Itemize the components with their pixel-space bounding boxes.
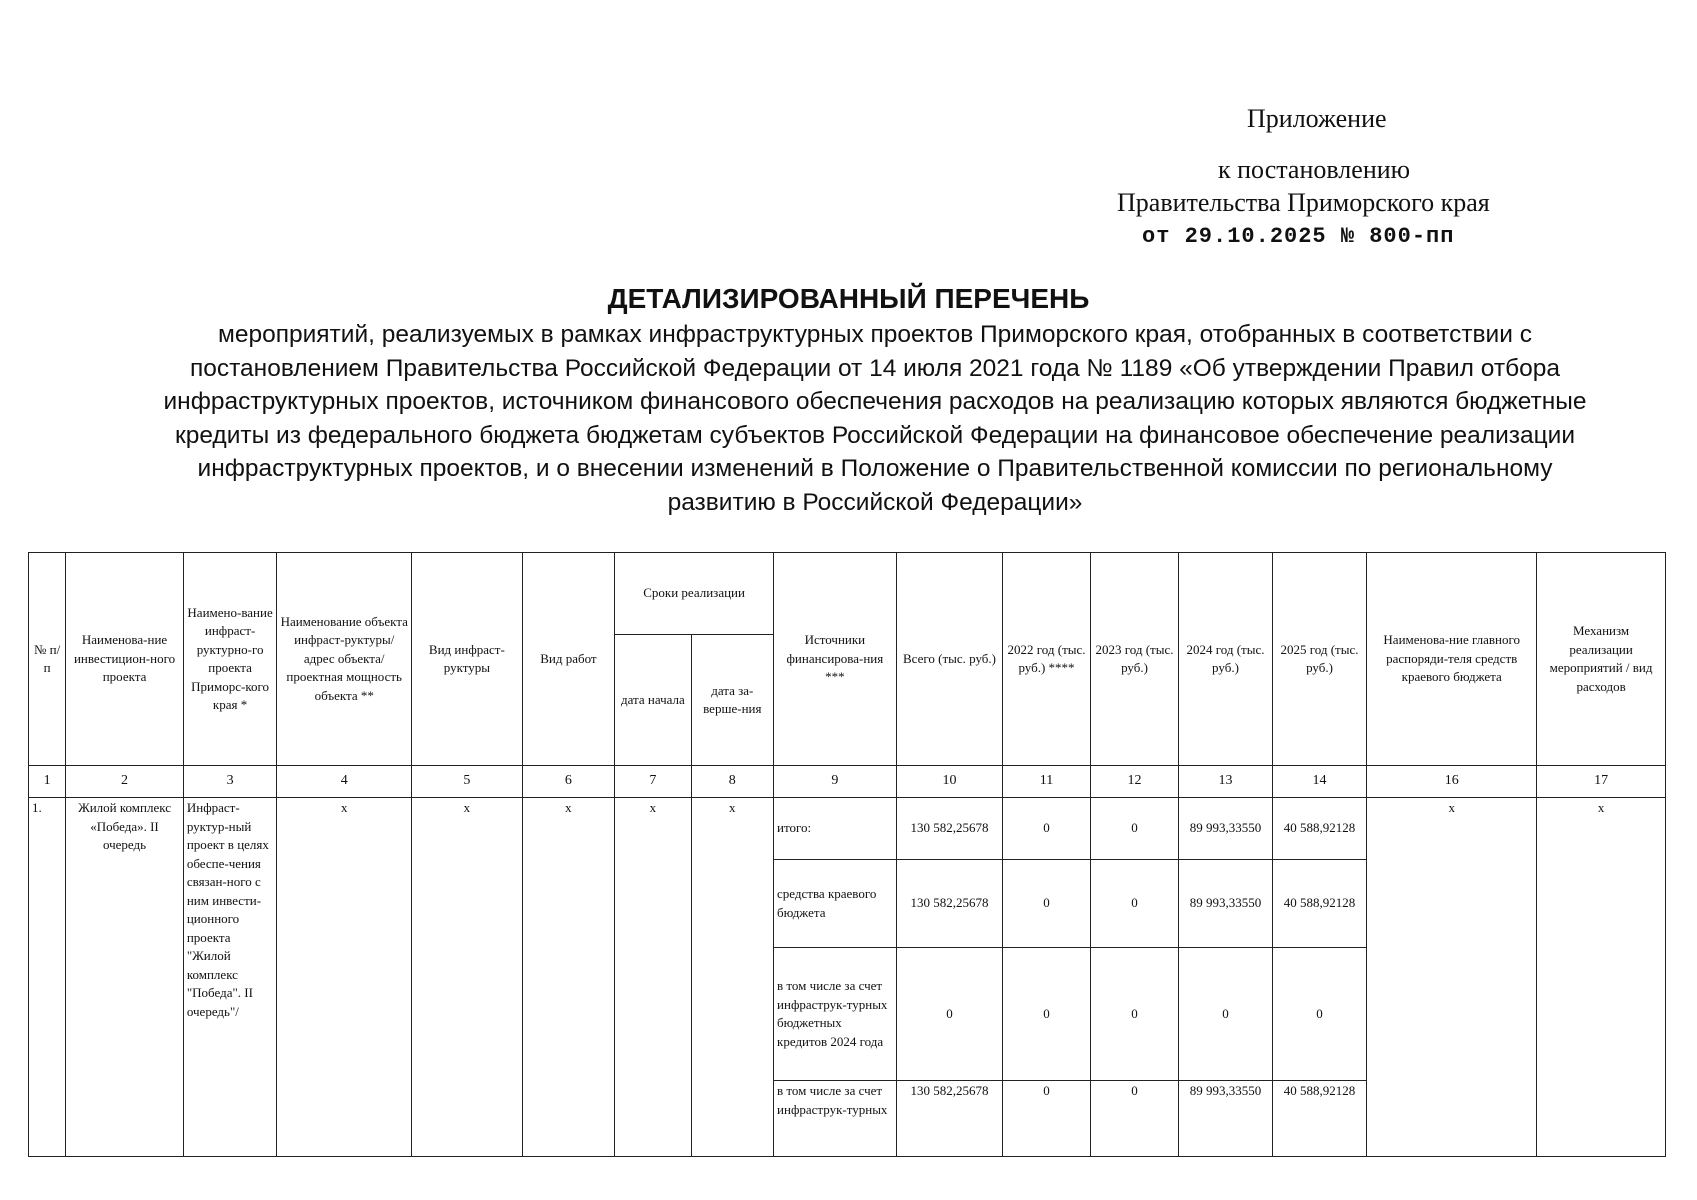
funding-source: итого: xyxy=(774,798,897,860)
funding-2025: 40 588,92128 xyxy=(1272,798,1367,860)
funding-total: 0 xyxy=(896,948,1003,1081)
column-number: 6 xyxy=(522,766,615,798)
header-total: Всего (тыс. руб.) xyxy=(896,553,1003,766)
start-date-cell: x xyxy=(615,798,691,1157)
funding-2025: 40 588,92128 xyxy=(1272,1081,1367,1157)
resolution-label: к постановлению xyxy=(1218,155,1411,184)
document-subtitle xyxy=(95,318,1655,519)
table-row xyxy=(29,798,1666,860)
column-number: 14 xyxy=(1272,766,1367,798)
investment-project-name: Жилой комплекс «Победа». II очередь xyxy=(66,798,184,1157)
subtitle-line: инфраструктурных проектов, и о внесении изменений в Положение о Правительственной комиссии по региональному xyxy=(197,455,1553,482)
funding-2022: 0 xyxy=(1003,860,1090,948)
column-number: 16 xyxy=(1367,766,1537,798)
column-number: 4 xyxy=(277,766,412,798)
document-title: ДЕТАЛИЗИРОВАННЫЙ ПЕРЕЧЕНЬ xyxy=(607,283,1090,314)
funding-2024: 89 993,33550 xyxy=(1179,1081,1273,1157)
header-deadlines: Сроки реализации xyxy=(615,553,774,635)
column-numbers-row xyxy=(29,766,1666,798)
row-number: 1. xyxy=(29,798,66,1157)
subtitle-line: развитию в Российской Федерации» xyxy=(667,488,1083,516)
infra-project-name: Инфраст-руктур-ный проект в целях обеспе-чения связан-ного с ним инвести-ционного проекта "Жилой комплекс "Победа". II очередь"/ xyxy=(183,798,277,1157)
column-number: 13 xyxy=(1179,766,1273,798)
end-date-cell: x xyxy=(691,798,773,1157)
funding-source: в том числе за счет инфраструк-турных xyxy=(774,1081,897,1157)
infra-type-cell: x xyxy=(412,798,523,1157)
column-number: 1 xyxy=(29,766,66,798)
funding-source: средства краевого бюджета xyxy=(774,860,897,948)
work-type-cell: x xyxy=(522,798,615,1157)
header-end-date: дата за-верше-ния xyxy=(691,635,773,766)
subtitle-line: постановлением Правительства Российской Федерации от 14 июля 2021 года № 1189 «Об утверждении Правил отбора xyxy=(189,354,1561,382)
funding-2024: 89 993,33550 xyxy=(1179,860,1273,948)
infra-object-cell: x xyxy=(277,798,412,1157)
header-investment-project: Наименова-ние инвестицион-ного проекта xyxy=(66,553,184,766)
subtitle-line: инфраструктурных проектов, источником финансового обеспечения расходов на реализацию которых являются бюджетные xyxy=(163,388,1587,415)
funding-2022: 0 xyxy=(1003,798,1090,860)
funding-2024: 0 xyxy=(1179,948,1273,1081)
funding-2022: 0 xyxy=(1003,948,1090,1081)
column-number: 9 xyxy=(774,766,897,798)
column-number: 11 xyxy=(1003,766,1090,798)
funding-2025: 0 xyxy=(1272,948,1367,1081)
header-2022: 2022 год (тыс. руб.) **** xyxy=(1003,553,1090,766)
subtitle-line: кредиты из федерального бюджета бюджетам субъектов Российской Федерации на финансовое обеспечение реализации xyxy=(174,421,1576,449)
column-number: 12 xyxy=(1090,766,1178,798)
header-chief-manager: Наименова-ние главного распоряди-теля средств краевого бюджета xyxy=(1367,553,1537,766)
header-infra-type: Вид инфраст-руктуры xyxy=(412,553,523,766)
funding-2023: 0 xyxy=(1090,1081,1178,1157)
column-number: 3 xyxy=(183,766,277,798)
government-label: Правительства Приморского края xyxy=(1117,188,1490,217)
mechanism-cell: x xyxy=(1537,798,1666,1157)
header-infra-object: Наименование объекта инфраст-руктуры/ адрес объекта/ проектная мощность объекта ** xyxy=(277,553,412,766)
subtitle-line: мероприятий, реализуемых в рамках инфраструктурных проектов Приморского края, отобранных в соответствии с xyxy=(217,321,1532,348)
column-number: 17 xyxy=(1537,766,1666,798)
appendix-label: Приложение xyxy=(1247,104,1387,133)
chief-manager-cell: x xyxy=(1367,798,1537,1157)
header-infra-project: Наимено-вание инфраст-руктурно-го проекта Приморс-кого края * xyxy=(183,553,277,766)
funding-2025: 40 588,92128 xyxy=(1272,860,1367,948)
header-num: № п/п xyxy=(29,553,66,766)
column-number: 7 xyxy=(615,766,691,798)
funding-2023: 0 xyxy=(1090,860,1178,948)
header-funding-sources: Источники финансирова-ния *** xyxy=(774,553,897,766)
column-number: 8 xyxy=(691,766,773,798)
column-number: 5 xyxy=(412,766,523,798)
column-number: 2 xyxy=(66,766,184,798)
funding-total: 130 582,25678 xyxy=(896,1081,1003,1157)
activities-table xyxy=(28,552,1666,1157)
header-start-date: дата начала xyxy=(615,635,691,766)
header-2023: 2023 год (тыс. руб.) xyxy=(1090,553,1178,766)
funding-2023: 0 xyxy=(1090,798,1178,860)
header-work-type: Вид работ xyxy=(522,553,615,766)
header-2024: 2024 год (тыс. руб.) xyxy=(1179,553,1273,766)
header-2025: 2025 год (тыс. руб.) xyxy=(1272,553,1367,766)
resolution-number: от 29.10.2025 № 800-пп xyxy=(1142,224,1455,249)
header-mechanism: Механизм реализации мероприятий / вид расходов xyxy=(1537,553,1666,766)
funding-2023: 0 xyxy=(1090,948,1178,1081)
column-number: 10 xyxy=(896,766,1003,798)
funding-2024: 89 993,33550 xyxy=(1179,798,1273,860)
funding-total: 130 582,25678 xyxy=(896,860,1003,948)
funding-total: 130 582,25678 xyxy=(896,798,1003,860)
funding-2022: 0 xyxy=(1003,1081,1090,1157)
funding-source: в том числе за счет инфраструк-турных бюджетных кредитов 2024 года xyxy=(774,948,897,1081)
